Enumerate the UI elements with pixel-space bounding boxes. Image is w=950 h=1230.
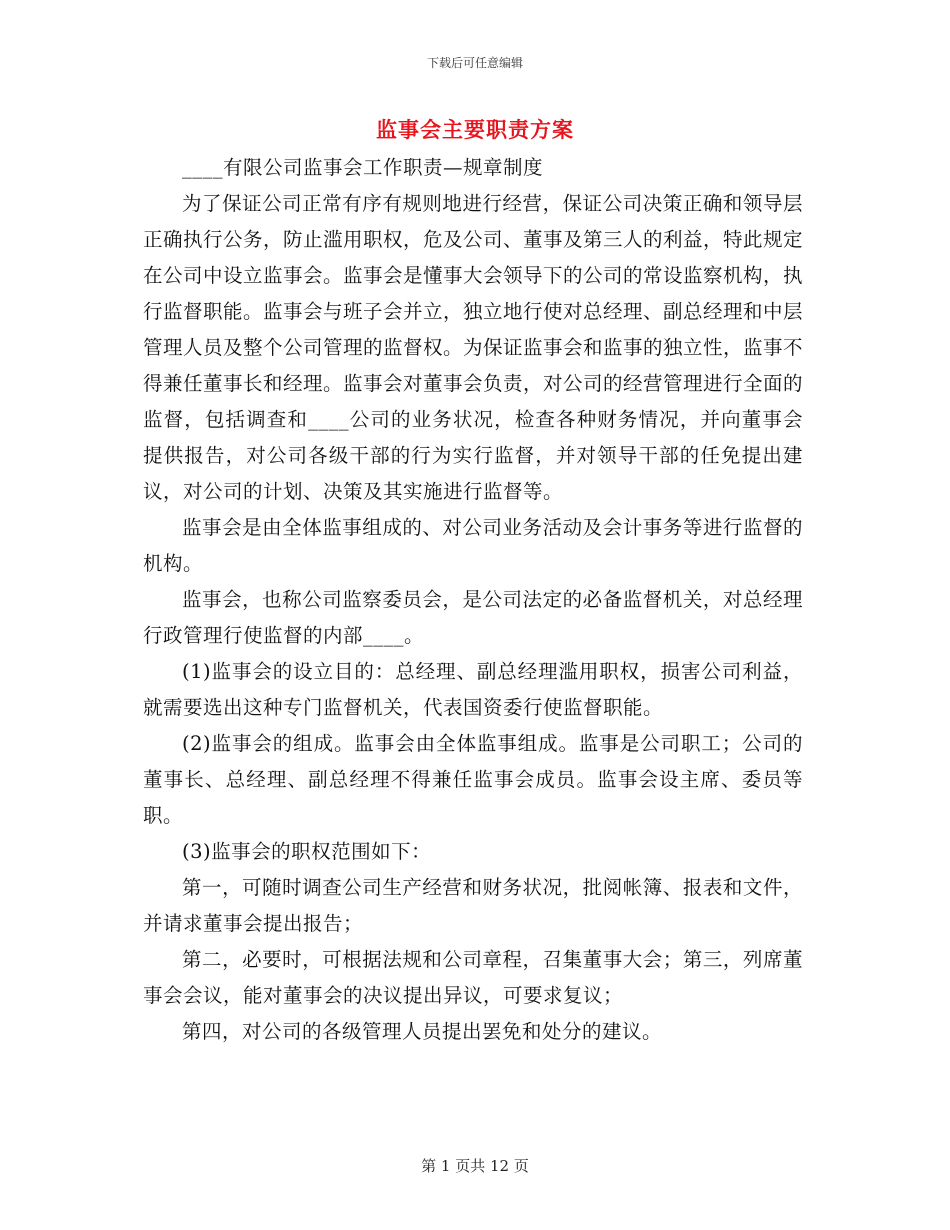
paragraph-item-1: (1)监事会的设立目的：总经理、副总经理滥用职权，损害公司利益，就需要选出这种专门监督机关，代表国资委行使监督职能。 <box>143 660 803 719</box>
paragraph-subtitle: ____有限公司监事会工作职责—规章制度 <box>182 156 544 179</box>
paragraph-definition: 监事会是由全体监事组成的、对公司业务活动及会计事务等进行监督的机构。 <box>143 516 803 575</box>
paragraph-intro: 为了保证公司正常有序有规则地进行经营，保证公司决策正确和领导层正确执行公务，防止滥用职权，危及公司、董事及第三人的利益，特此规定在公司中设立监事会。监事会是懂事大会领导下的公司的常设监察机构，执行监督职能。监事会与班子会并立，独立地行使对总经理、副总经理和中层管理人员及整个公司管理的监督权。为保证监事会和监事的独立性，监事不得兼任董事长和经理。监事会对董事会负责，对公司的经营管理进行全面的监督，包括调查和____公司的业务状况，检查各种财务情况，并向董事会提供报告，对公司各级干部的行为实行监督，并对领导干部的任免提出建议，对公司的计划、决策及其实施进行监督等。 <box>143 192 804 503</box>
paragraph-power-1: 第一，可随时调查公司生产经营和财务状况，批阅帐簿、报表和文件，并请求董事会提出报告； <box>143 876 803 935</box>
document-title: 监事会主要职责方案 <box>376 117 574 142</box>
header-note: 下载后可任意编辑 <box>426 56 523 70</box>
paragraph-power-2-3: 第二，必要时，可根据法规和公司章程，召集董事大会；第三，列席董事会会议，能对董事会的决议提出异议，可要求复议； <box>143 948 803 1007</box>
page-footer: 第 1 页共 12 页 <box>421 1157 529 1175</box>
paragraph-power-4: 第四，对公司的各级管理人员提出罢免和处分的建议。 <box>182 1020 663 1043</box>
paragraph-alias: 监事会，也称公司监察委员会，是公司法定的必备监督机关，对总经理行政管理行使监督的内部____。 <box>143 588 803 647</box>
document-body <box>143 150 803 1050</box>
paragraph-item-2: (2)监事会的组成。监事会由全体监事组成。监事是公司职工；公司的董事长、总经理、副总经理不得兼任监事会成员。监事会设主席、委员等职。 <box>143 732 803 827</box>
paragraph-item-3: (3)监事会的职权范围如下： <box>182 840 432 863</box>
